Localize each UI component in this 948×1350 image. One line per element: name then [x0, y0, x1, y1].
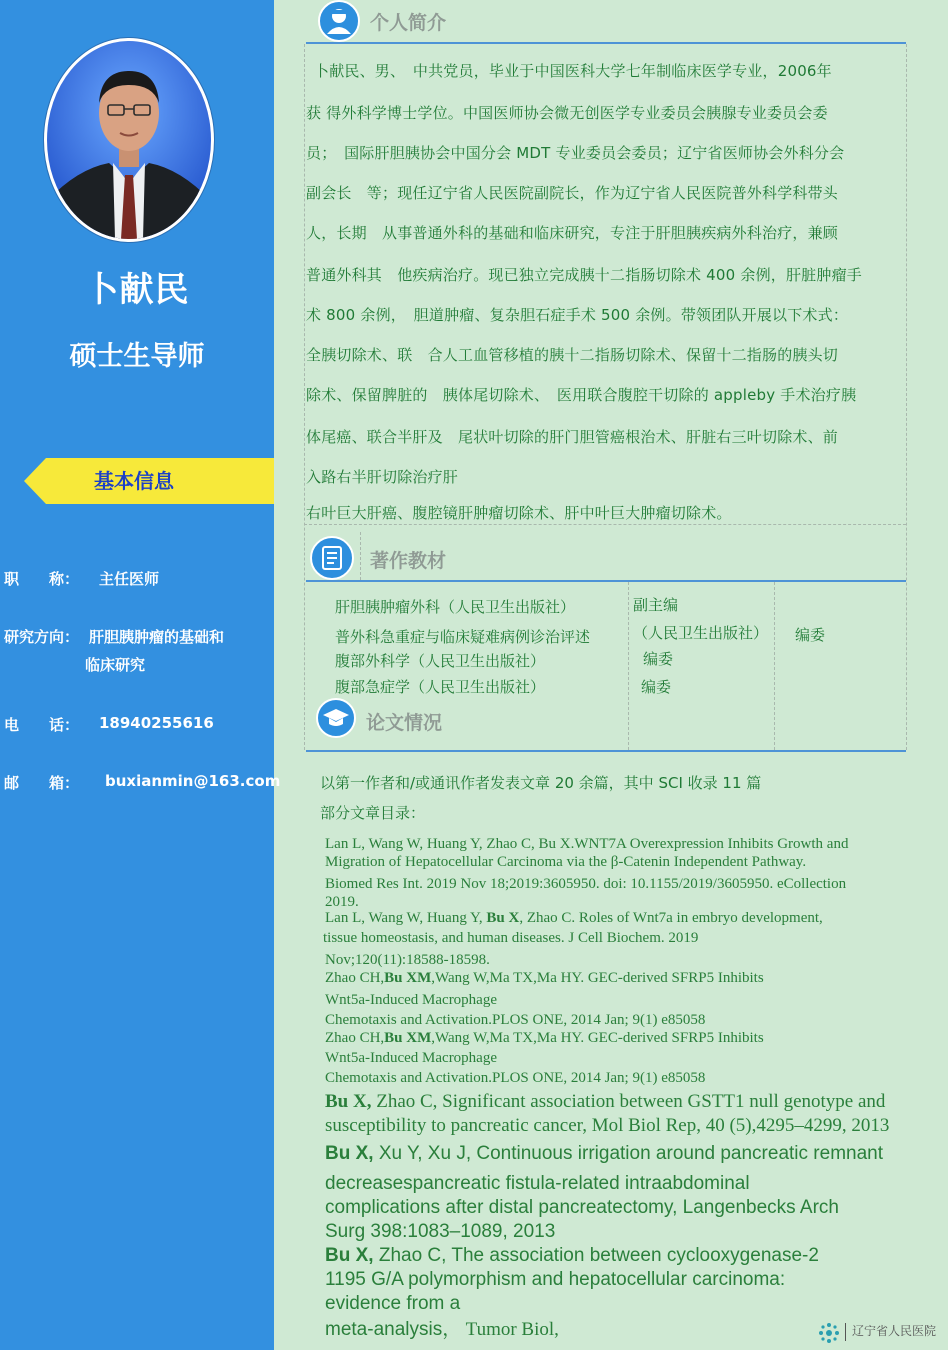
job-title-label: 职 称：	[4, 570, 80, 588]
intro-line: 除术、保留脾脏的 胰体尾切除术、 医用联合腹腔干切除的 appleby 手术治疗胰	[306, 386, 857, 404]
profile-name: 卜献民	[84, 270, 190, 310]
reference-line: Chemotaxis and Activation.PLOS ONE, 2014 Jan; 9(1) e85058	[325, 1070, 706, 1086]
reference-text: Zhao C, The association between cyclooxygenase-2	[373, 1245, 819, 1266]
reference-line: Chemotaxis and Activation.PLOS ONE, 2014 Jan; 9(1) e85058	[325, 1012, 706, 1028]
books-col-divider-1	[628, 582, 629, 750]
reference-line	[325, 1030, 764, 1047]
intro-bottom-border	[304, 524, 906, 525]
research-value-line2: 临床研究	[85, 656, 146, 674]
research-label: 研究方向：	[4, 628, 80, 646]
papers-summary: 以第一作者和/或通讯作者发表文章 20 余篇，其中 SCI 收录 11 篇	[320, 774, 762, 792]
profile-photo	[44, 38, 214, 242]
reference-line	[325, 1090, 885, 1114]
reference-text: ,Wang W,Ma TX,Ma HY. GEC-derived SFRP5 Inhibits	[431, 1030, 764, 1046]
book-role: 编委	[643, 650, 674, 668]
reference-text: Xu Y, Xu J, Continuous irrigation around pancreatic remnant	[373, 1143, 883, 1164]
basic-info-tab	[24, 458, 274, 504]
papers-list-label: 部分文章目录：	[320, 804, 426, 822]
phone-value: 18940255616	[99, 714, 214, 732]
reference-line: Surg 398:1083–1089, 2013	[325, 1221, 556, 1242]
reference-line: susceptibility to pancreatic cancer, Mol Biol Rep, 40 (5),4295–4299, 2013	[325, 1115, 890, 1136]
job-title-value: 主任医师	[99, 570, 160, 588]
book-role: （人民卫生出版社）	[633, 624, 769, 642]
intro-line: 普通外科其 他疾病治疗。现已独立完成胰十二指肠切除术 400 余例，肝脏肿瘤手	[306, 266, 862, 284]
reference-line: Migration of Hepatocellular Carcinoma via the β-Catenin Independent Pathway.	[325, 854, 807, 870]
email-value: buxianmin@163.com	[105, 772, 281, 790]
reference-line: evidence from a	[325, 1293, 461, 1314]
reference-line: 2019.	[325, 894, 359, 910]
portrait-image	[47, 41, 211, 239]
intro-icon	[318, 0, 360, 42]
reference-line: decreasespancreatic fistula-related intraabdominal	[325, 1173, 750, 1194]
logo-separator	[845, 1323, 846, 1341]
job-title-row	[4, 568, 160, 589]
intro-rule	[306, 42, 906, 44]
reference-text: ,Wang W,Ma TX,Ma HY. GEC-derived SFRP5 Inhibits	[431, 970, 764, 986]
reference-line: complications after distal pancreatectomy, Langenbecks Arch	[325, 1197, 839, 1218]
books-icon	[310, 536, 354, 580]
reference-line: Wnt5a-Induced Macrophage	[325, 992, 498, 1008]
reference-line	[325, 1318, 559, 1342]
intro-line: 入路右半肝切除治疗肝	[306, 468, 459, 486]
profile-sidebar	[0, 0, 281, 1350]
email-row	[4, 772, 281, 793]
book-title: 肝胆胰肿瘤外科（人民卫生出版社）	[335, 598, 576, 616]
intro-line: 右叶巨大肝癌、腹腔镜肝肿瘤切除术、肝中叶巨大肿瘤切除术。	[306, 504, 732, 522]
intro-line: 员； 国际肝胆胰协会中国分会 MDT 专业委员会委员；辽宁省医师协会外科分会	[306, 144, 845, 162]
book-title: 普外科急重症与临床疑难病例诊治评述	[335, 628, 591, 646]
papers-icon	[316, 698, 356, 738]
papers-heading: 论文情况	[366, 712, 443, 734]
reference-text: Zhao CH,	[325, 1030, 385, 1046]
reference-line: tissue homeostasis, and human diseases. J Cell Biochem. 2019	[323, 930, 699, 946]
books-col-divider-2	[774, 582, 775, 750]
reference-author-bold: Bu X,	[325, 1245, 374, 1266]
reference-line	[325, 1142, 883, 1166]
book-role: 编委	[795, 626, 826, 644]
reference-author-bold: Bu X,	[325, 1091, 372, 1112]
reference-line	[325, 1244, 819, 1268]
reference-author-bold: Bu XM	[384, 1030, 432, 1046]
reference-line	[325, 910, 823, 927]
books-header-divider	[360, 532, 361, 580]
person-icon	[320, 2, 358, 40]
reference-text: Tumor Biol,	[461, 1319, 559, 1340]
hospital-logo-icon	[818, 1322, 840, 1344]
book-role: 副主编	[633, 596, 679, 614]
reference-text: Zhao CH,	[325, 970, 385, 986]
frame-right-border	[906, 44, 907, 750]
books-rule	[306, 580, 906, 582]
intro-line: 人，长期 从事普通外科的基础和临床研究，专注于肝胆胰疾病外科治疗，兼顾	[306, 224, 839, 242]
intro-line: 卜献民、男、 中共党员，毕业于中国医科大学七年制临床医学专业，2006年	[314, 62, 832, 80]
intro-line: 获 得外科学博士学位。中国医师协会微无创医学专业委员会胰腺专业委员会委	[306, 104, 828, 122]
books-heading: 著作教材	[370, 550, 447, 572]
reference-line	[325, 970, 764, 987]
intro-heading: 个人简介	[370, 12, 447, 34]
reference-line: Lan L, Wang W, Huang Y, Zhao C, Bu X.WNT7A Overexpression Inhibits Growth and	[325, 836, 849, 852]
reference-author-bold: Bu X	[486, 910, 520, 926]
hospital-logo	[818, 1320, 946, 1344]
reference-text: Lan L, Wang W, Huang Y,	[325, 910, 487, 926]
book-icon	[312, 538, 352, 578]
frame-left-border	[304, 44, 305, 750]
intro-line: 副会长 等；现任辽宁省人民医院副院长，作为辽宁省人民医院普外科学科带头	[306, 184, 839, 202]
phone-row	[4, 714, 214, 735]
reference-line: Biomed Res Int. 2019 Nov 18;2019:3605950. doi: 10.1155/2019/3605950. eCollection	[325, 876, 847, 892]
intro-line: 体尾癌、联合半肝及 尾状叶切除的肝门胆管癌根治术、肝脏右三叶切除术、前	[306, 428, 839, 446]
profile-title: 硕士生导师	[69, 341, 205, 372]
research-value-line1: 肝胆胰肿瘤的基础和	[89, 628, 225, 646]
graduation-cap-icon	[318, 700, 354, 736]
reference-author-bold: Bu XM	[384, 970, 432, 986]
book-title: 腹部外科学（人民卫生出版社）	[335, 652, 546, 670]
research-row	[4, 626, 225, 674]
reference-text: meta-analysis，	[325, 1319, 462, 1340]
reference-line: Wnt5a-Induced Macrophage	[325, 1050, 498, 1066]
reference-line: 1195 G/A polymorphism and hepatocellular carcinoma:	[325, 1269, 786, 1290]
hospital-name: 辽宁省人民医院	[852, 1324, 937, 1338]
reference-text: , Zhao C. Roles of Wnt7a in embryo development,	[519, 910, 823, 926]
email-label: 邮 箱：	[4, 774, 80, 792]
reference-line: Nov;120(11):18588-18598.	[325, 952, 490, 968]
book-role: 编委	[641, 678, 672, 696]
reference-author-bold: Bu X,	[325, 1143, 374, 1164]
basic-info-label: 基本信息	[94, 469, 174, 493]
intro-line: 全胰切除术、联 合人工血管移植的胰十二指肠切除术、保留十二指肠的胰头切	[306, 346, 839, 364]
papers-rule	[306, 750, 906, 752]
book-title: 腹部急症学（人民卫生出版社）	[335, 678, 546, 696]
intro-line: 术 800 余例， 胆道肿瘤、复杂胆石症手术 500 余例。带领团队开展以下术式：	[306, 306, 849, 324]
reference-text: Zhao C, Significant association between GSTT1 null genotype and	[371, 1091, 886, 1112]
phone-label: 电 话：	[4, 716, 80, 734]
